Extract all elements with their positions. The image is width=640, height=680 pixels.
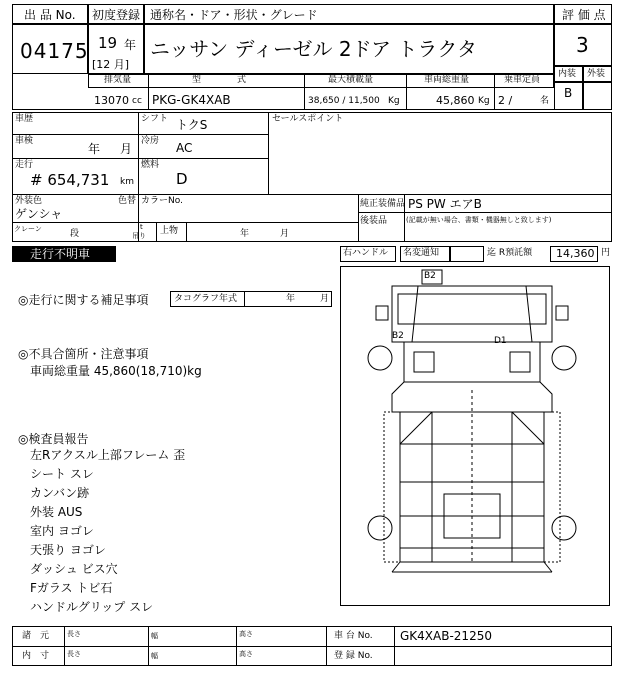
mileage-unit: km (120, 177, 134, 187)
r-deposit-value: 14,360 (556, 247, 595, 260)
inspection-label: 車検 (15, 136, 34, 146)
upper-year-unit: 年 (240, 229, 250, 239)
interior-grade-value: B (564, 86, 573, 100)
max-load-label: 最大積載量 (328, 75, 374, 85)
inspector-line: ハンドルグリップ スレ (30, 600, 154, 614)
r-deposit-unit: 円 (601, 248, 611, 258)
mileage-value: # 654,731 (30, 171, 110, 189)
first-reg-month: [12 月] (92, 58, 130, 71)
right-mirror (556, 306, 568, 320)
first-reg-year: 19 (98, 34, 118, 52)
capacity-unit: 名 (540, 96, 550, 106)
dims-width-label: 幅 (151, 632, 158, 640)
chassis-no-value: GK4XAB-21250 (400, 629, 492, 643)
damage-mark-b2-top: B2 (424, 271, 436, 281)
cab-front (404, 342, 540, 382)
not-running-label: 走行不明車 (30, 247, 91, 261)
inspection-month-unit: 月 (120, 142, 133, 156)
front-right-wheel (552, 346, 576, 370)
registration-no-label: 登 録 No. (334, 651, 373, 661)
inspector-line: 外装 AUS (30, 505, 83, 519)
inspector-line: Fガラス トビ石 (30, 581, 113, 595)
exterior-grade-label: 外装 (587, 69, 606, 79)
chassis-no-label: 車 台 No. (334, 631, 373, 641)
genuine-equipment-value: PS PW エアB (408, 197, 482, 211)
grade-value: 3 (576, 33, 589, 57)
gross-weight-label: 車両総重量 (424, 75, 470, 85)
sales-point-label: セールスポイント (272, 114, 344, 124)
r-deadline-label: 迄 R預託額 (487, 248, 533, 258)
crane-label: クレーン (14, 225, 42, 233)
model-value: PKG-GK4XAB (152, 93, 231, 107)
color-change-label: 色替 (118, 196, 137, 206)
fuel-label: 燃料 (141, 160, 160, 170)
vehicle-name-label: 通称名・ドア・形状・グレード (150, 8, 318, 22)
ownership-change-date-box (450, 246, 484, 262)
genuine-equipment-label: 純正装備品 (360, 199, 406, 209)
displacement-unit: cc (132, 96, 142, 106)
inspector-line: カンバン跡 (30, 486, 90, 500)
tacho-month-unit: 月 (320, 294, 330, 304)
vehicle-name: ニッサン ディーゼル 2ドア トラクタ (150, 37, 477, 61)
left-mirror (376, 306, 388, 320)
interior-height-label: 高さ (239, 650, 253, 658)
shift-label: シフト (141, 114, 169, 124)
model-label: 型 式 (192, 75, 247, 85)
capacity-label: 乗車定員 (504, 75, 541, 85)
dims-height-label: 高さ (239, 630, 253, 638)
rear-right-wheel (552, 516, 576, 540)
lot-number: 04175 (20, 39, 89, 63)
inspector-line: 天張り ヨゴレ (30, 543, 106, 557)
truck-diagram (340, 266, 610, 606)
ac-value: AC (176, 141, 193, 155)
gross-weight-value: 45,860 (436, 94, 475, 107)
capacity-value: 2 / (498, 94, 513, 107)
spec-label-row (88, 74, 554, 88)
damage-mark-d1: D1 (494, 336, 507, 346)
max-load-value: 38,650 / 11,500 (308, 96, 380, 106)
crane-t-unit: t (140, 223, 143, 231)
driving-notes-title: ◎走行に関する補足事項 (18, 293, 149, 307)
grade-label: 評 価 点 (562, 8, 606, 22)
interior-width-label: 幅 (151, 652, 158, 660)
tacho-label: タコグラフ年式 (174, 294, 238, 304)
interior-dims-label: 内 寸 (22, 651, 50, 661)
upper-body-label: 上物 (160, 226, 179, 236)
damage-mark-b2-left: B2 (392, 331, 404, 341)
crane-step-unit: 段 (70, 229, 80, 239)
exterior-color-value: ゲンシャ (15, 207, 63, 221)
inspector-line: シート スレ (30, 467, 94, 481)
first-reg-year-unit: 年 (124, 38, 137, 52)
interior-grade-label: 内装 (558, 69, 577, 79)
dims-length-label: 長さ (67, 630, 81, 638)
history-label: 車歴 (15, 114, 34, 124)
inspection-year-unit: 年 (88, 142, 101, 156)
interior-length-label: 長さ (67, 650, 81, 658)
rear-left-wheel (368, 516, 392, 540)
inspector-line: ダッシュ ビス穴 (30, 562, 118, 576)
color-no-label: カラーNo. (141, 196, 183, 206)
lot-label: 出 品 No. (24, 8, 76, 22)
inspector-report-title: ◎検査員報告 (18, 432, 89, 446)
shift-value: トクS (176, 118, 208, 132)
dims-label: 諸 元 (22, 631, 50, 641)
displacement-value: 13070 (94, 94, 129, 107)
max-load-unit: Kg (388, 96, 400, 106)
displacement-label: 排気量 (104, 75, 132, 85)
crane-hanging-unit: 吊り (132, 232, 146, 240)
rhd-label: 右ハンドル (343, 248, 389, 258)
mileage-label: 走行 (15, 160, 34, 170)
tacho-year-unit: 年 (286, 294, 296, 304)
inspector-line: 左Rアクスル上部フレーム 歪 (30, 448, 186, 462)
inspector-line: 室内 ヨゴレ (30, 524, 94, 538)
exterior-color-label: 外装色 (15, 196, 43, 206)
exterior-grade-cell (583, 82, 612, 110)
fuel-value: D (176, 170, 188, 188)
upper-month-unit: 月 (280, 229, 290, 239)
ac-label: 冷房 (141, 136, 160, 146)
front-left-wheel (368, 346, 392, 370)
first-reg-label: 初度登録 (92, 8, 141, 22)
ownership-change-label: 名変通知 (403, 248, 440, 258)
defects-line: 車両総重量 45,860(18,710)kg (30, 364, 202, 378)
aftermarket-note: (記載が無い場合、書類・機器無しと致します) (406, 216, 552, 224)
aftermarket-label: 後装品 (360, 216, 388, 226)
gross-weight-unit: Kg (478, 96, 490, 106)
windshield (398, 294, 546, 324)
defects-title: ◎不具合箇所・注意事項 (18, 347, 149, 361)
